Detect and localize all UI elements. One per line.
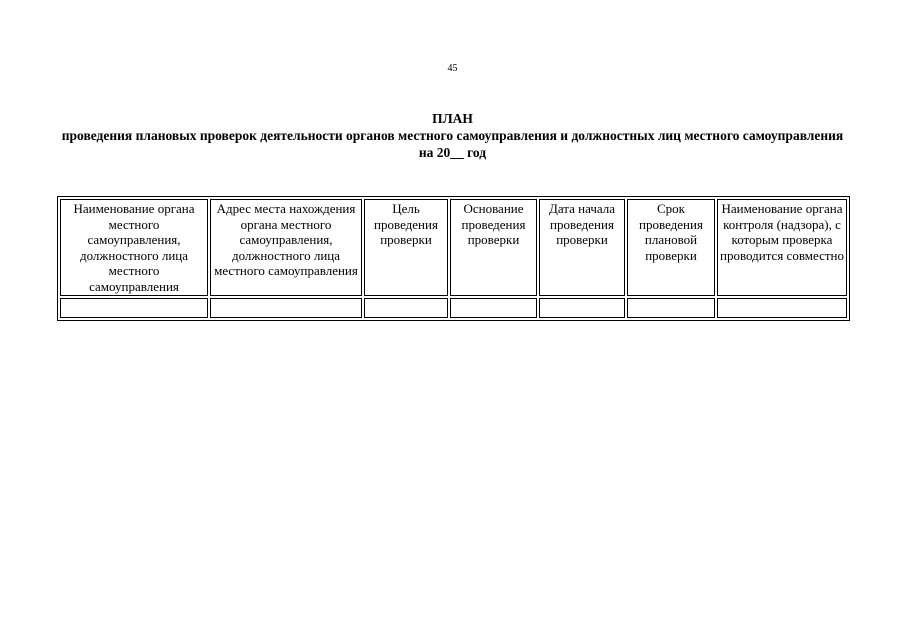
table-cell [539, 298, 625, 318]
table-cell [364, 298, 448, 318]
table-cell [450, 298, 537, 318]
header-start-date: Дата начала проведения проверки [539, 199, 625, 296]
table-cell [627, 298, 715, 318]
title-subject: проведения плановых проверок деятельности органов местного самоуправления и должностных лиц местного самоуправления [61, 128, 844, 143]
table-cell [60, 298, 208, 318]
title-heading: ПЛАН [432, 111, 473, 126]
header-duration: Срок проведения плановой проверки [627, 199, 715, 296]
header-joint-authority: Наименование органа контроля (надзора), с которым проверка проводится совместно [717, 199, 847, 296]
table-row [60, 298, 847, 318]
header-address: Адрес места нахождения органа местного самоуправления, должностного лица местного самоуправления [210, 199, 362, 296]
header-basis: Основание проведения проверки [450, 199, 537, 296]
plan-table [57, 196, 850, 321]
header-organ-name: Наименование органа местного самоуправления, должностного лица местного самоуправления [60, 199, 208, 296]
title-year: на 20__ год [418, 145, 487, 160]
table-header-row [60, 199, 847, 296]
table-cell [210, 298, 362, 318]
table-cell [717, 298, 847, 318]
document-title [60, 110, 845, 161]
page-number: 45 [447, 63, 458, 74]
header-purpose: Цель проведения проверки [364, 199, 448, 296]
